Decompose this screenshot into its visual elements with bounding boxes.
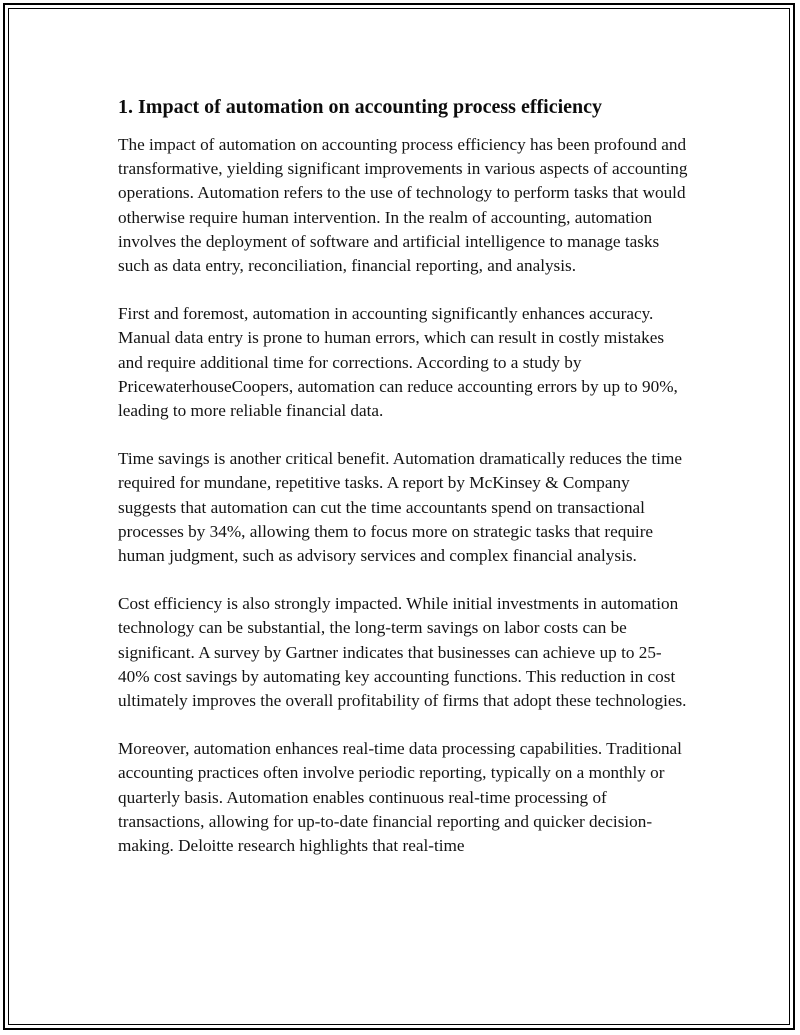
document-body [118,93,688,882]
paragraph-real-time: Moreover, automation enhances real-time data processing capabilities. Traditional accounting practices often involve periodic reporting, typically on a monthly or quarterly basis. Automation enables continuous real-time processing of transactions, allowing for up-to-date financial reporting and quicker decision-making. Deloitte research highlights that real-time [118,739,682,856]
section-heading: 1. Impact of automation on accounting process efficiency [118,96,603,118]
paragraph-accuracy: First and foremost, automation in accounting significantly enhances accuracy. Manual data entry is prone to human errors, which can result in costly mistakes and require additional time for corrections. According to a study by PricewaterhouseCoopers, automation can reduce accounting errors by up to 90%, leading to more reliable financial data. [118,304,678,421]
paragraph-cost-efficiency: Cost efficiency is also strongly impacted. While initial investments in automation technology can be substantial, the long-term savings on labor costs can be significant. A survey by Gartner indicates that businesses can achieve up to 25-40% cost savings by automating key accounting functions. This reduction in cost ultimately improves the overall profitability of firms that adopt these technologies. [118,594,687,711]
paragraph-intro: The impact of automation on accounting process efficiency has been profound and transformative, yielding significant improvements in various aspects of accounting operations. Automation refers to the use of technology to perform tasks that would otherwise require human intervention. In the realm of accounting, automation involves the deployment of software and artificial intelligence to manage tasks such as data entry, reconciliation, financial reporting, and analysis. [118,135,688,276]
paragraph-time-savings: Time savings is another critical benefit. Automation dramatically reduces the time required for mundane, repetitive tasks. A report by McKinsey & Company suggests that automation can cut the time accountants spend on transactional processes by 34%, allowing them to focus more on strategic tasks that require human judgment, such as advisory services and complex financial analysis. [118,449,683,566]
